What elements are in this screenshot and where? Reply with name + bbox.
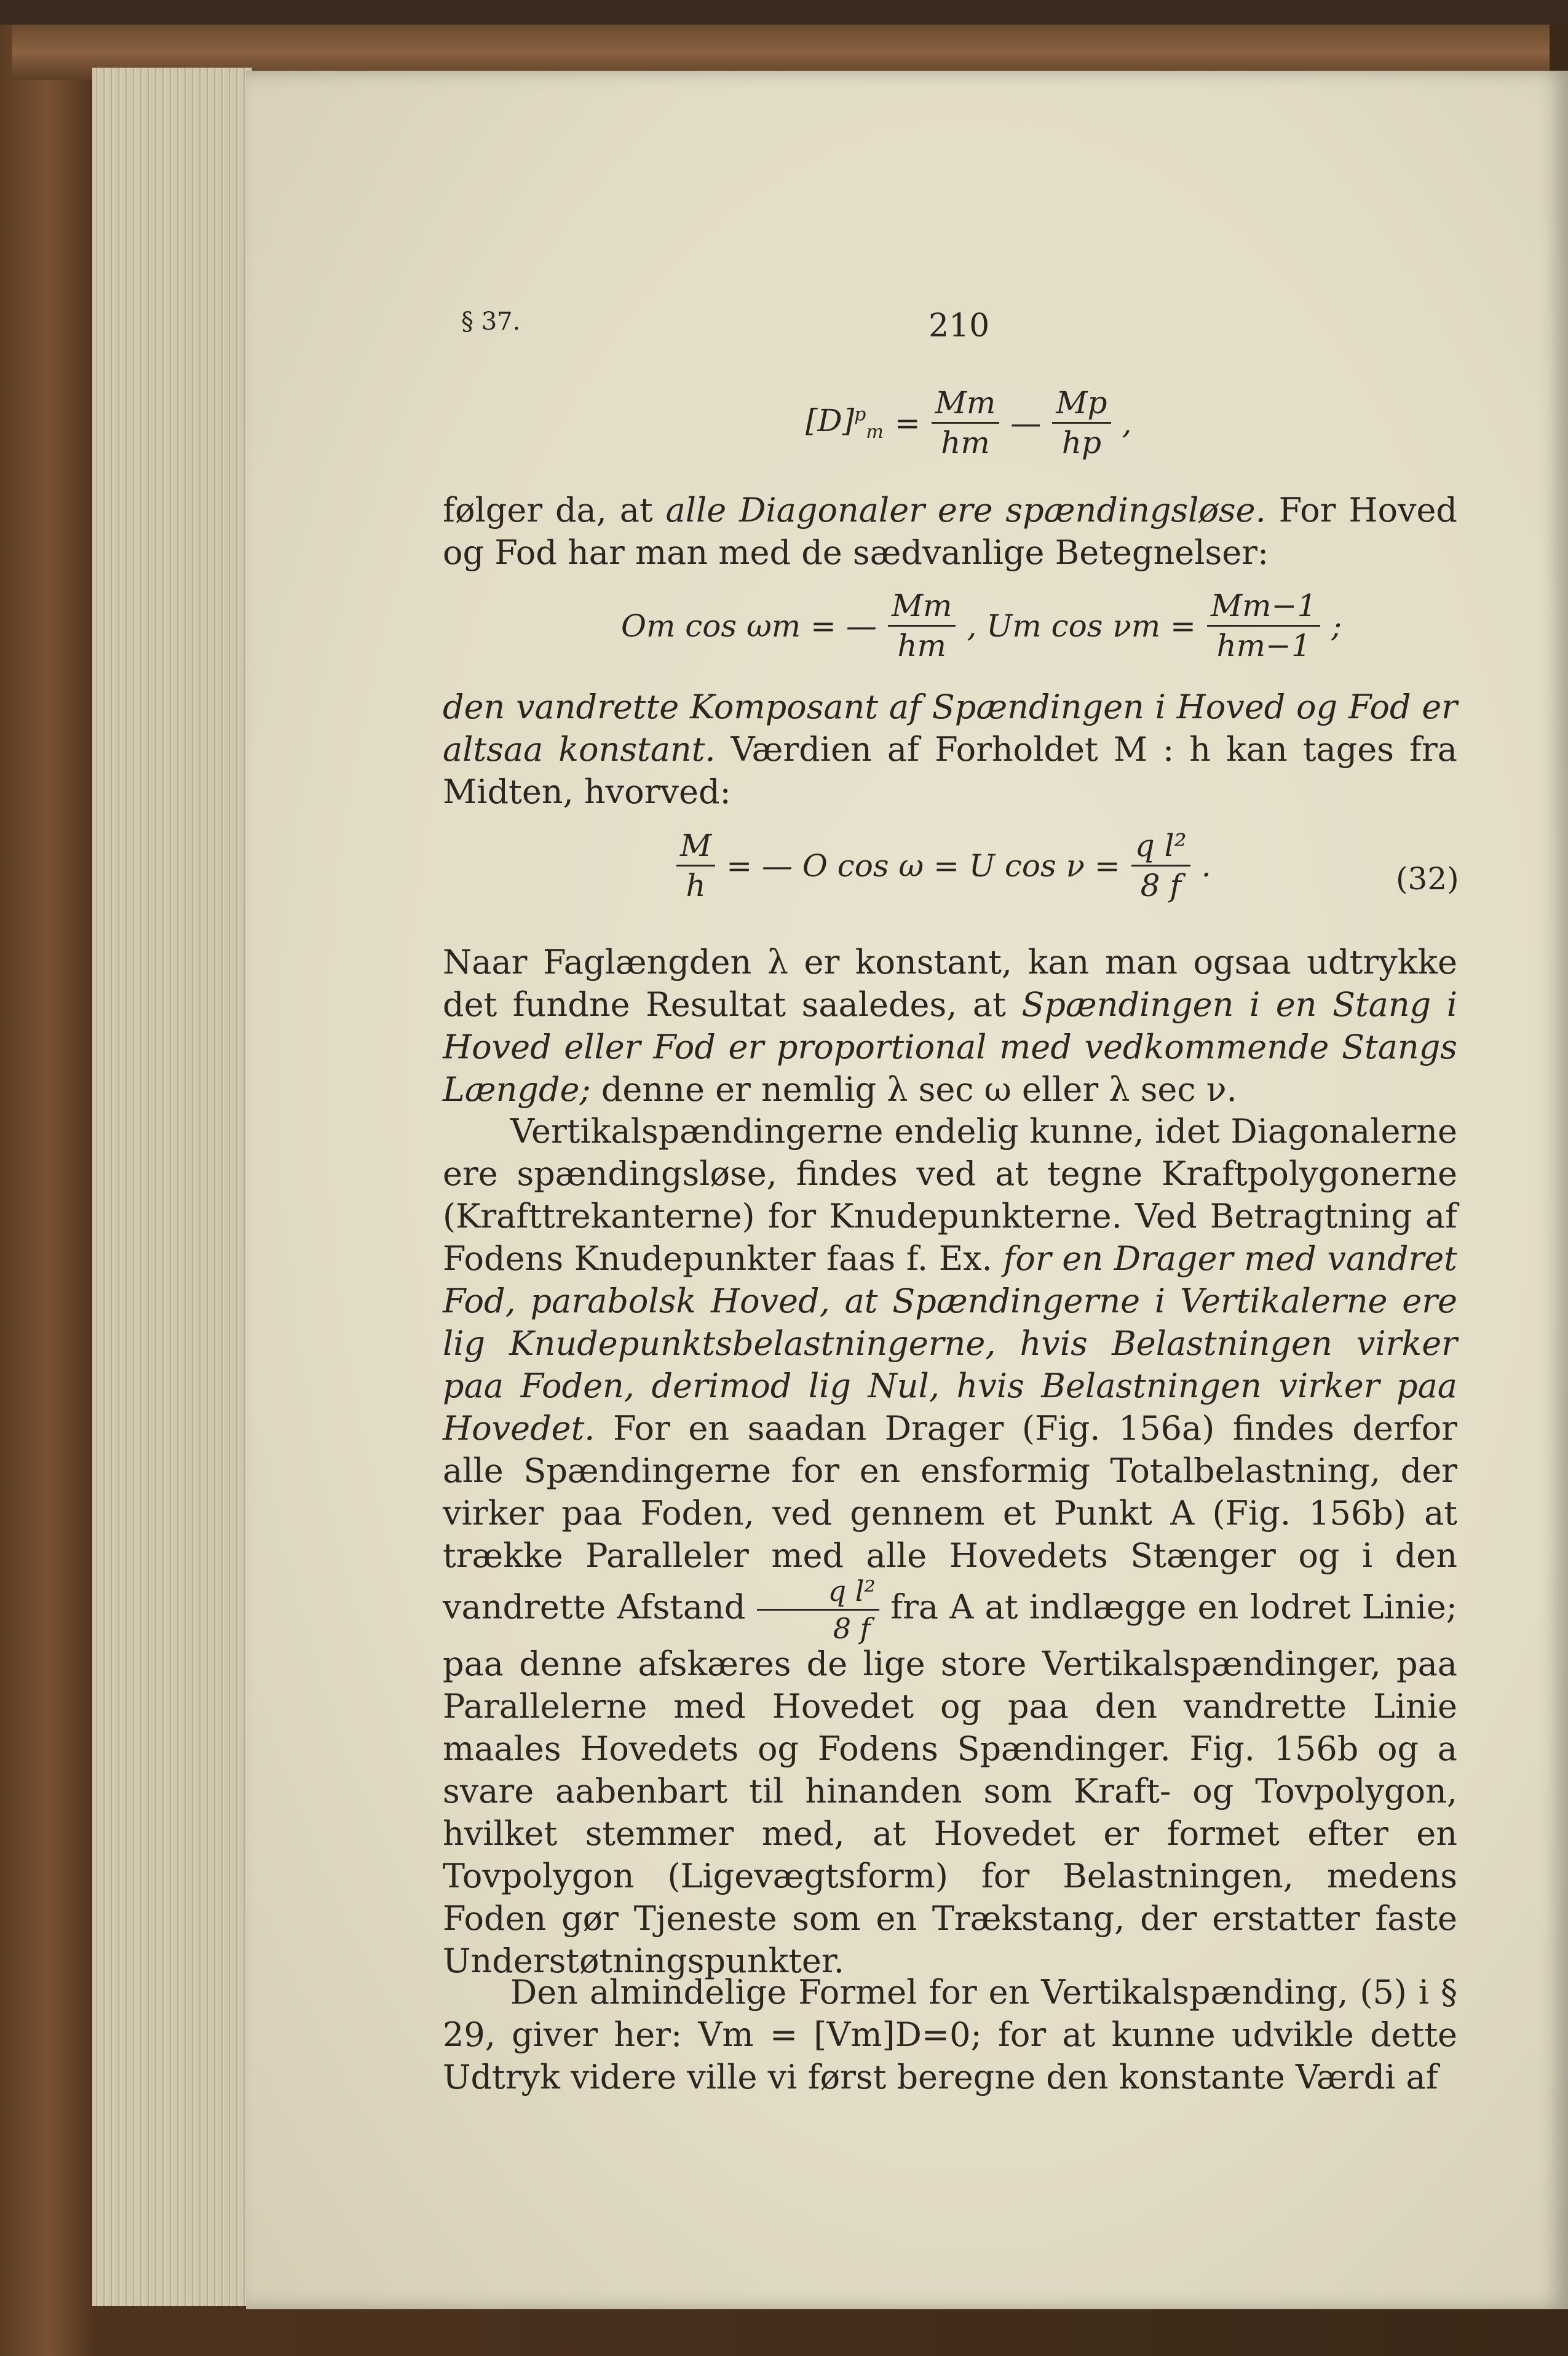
formula-32: $\frac{M}{h}$ = — O cos ω = U cos ν = $\frac{\text{q l²}}{8 f}$ .: [676, 830, 1211, 901]
equation-number: (32): [1396, 861, 1459, 897]
fraction: $\frac{\text{q l²}}{8 f}$: [1131, 830, 1190, 901]
fraction: $\frac{Mp}{hp}$: [1052, 387, 1111, 458]
fraction: $\frac{\text{q l²}}{8 f}$: [757, 1577, 879, 1643]
fraction: $\frac{Mm-1}{hm-1}$: [1207, 590, 1320, 661]
paragraph-4: Vertikalspændingerne endelig kunne, idet Diagonalerne ere spændingsløse, findes ved at tegne Kraftpolygonerne (Krafttrekanterne) for Knudepunkterne. Ved Betragtning af Fodens Knudepunkter faas f. Ex. for en Drager med vandret Fod, parabolsk Hoved, at Spændingerne i Vertikalerne ere lig Knudepunktsbelastningerne, hvis Belastningen virker paa Foden, derimod lig Nul, hvis Belastningen virker paa Hovedet. For en saadan Drager (Fig. 156a) findes derfor alle Spændingerne for en ensformig Totalbelastning, der virker paa Foden, ved gennem et Punkt A (Fig. 156b) at trække Paralleler med alle Hovedets Stænger og i den vandrette Afstand $\frac{\text{q l²}}{8 f}$ fra A at indlægge en lodret Linie; paa denne afskæres de lige store Vertikalspændinger, paa Parallelerne med Hovedet og paa den vandrette Linie maales Hovedets og Fodens Spændinger. Fig. 156b og a svare aabenbart til hinanden som Kraft- og Tovpolygon, hvilket stemmer med, at Hovedet er formet efter en Tovpolygon (Ligevægtsform) for Belastningen, medens Foden gør Tjeneste som en Trækstang, der erstatter faste Understøtningspunkter.: [443, 1112, 1458, 1980]
formula-lhs: $[D]^p_m$: [806, 403, 884, 443]
emphasis: den vandrette Komposant af Spændingen i Hoved og Fod er altsaa konstant.: [443, 688, 1457, 769]
paragraph-5: Den almindelige Formel for en Vertikalspænding, (5) i § 29, giver her: Vm = [Vm]D=0; for at kunne udvikle dette Udtryk videre ville vi først beregne den konstante Værdi af: [443, 1973, 1457, 2096]
section-marker: § 37.: [461, 307, 521, 336]
paragraph-3: Naar Faglængden λ er konstant, kan man ogsaa udtrykke det fundne Resultat saaledes, at Spændingen i en Stang i Hoved eller Fod er proportional med vedkommende Stangs Længde; denne er nemlig λ sec ω eller λ sec ν.: [443, 943, 1458, 1109]
emphasis: alle Diagonaler ere spændingsløse.: [665, 491, 1266, 530]
paragraph-2: den vandrette Komposant af Spændingen i Hoved og Fod er altsaa konstant. Værdien af Forholdet M : h kan tages fra Midten, hvorved:: [443, 688, 1458, 811]
paragraph-1: følger da, at alle Diagonaler ere spændingsløse. For Hoved og Fod har man med de sædvanlige Betegnelser:: [443, 491, 1457, 572]
formula-diagonal: $[D]^p_m$ = $\frac{Mm}{hm}$ — $\frac{Mp}{hp}$ ,: [806, 385, 1132, 461]
page-edges: [92, 68, 252, 2306]
formula-components: Om cos ωm = — $\frac{Mm}{hm}$ , Um cos νm = $\frac{Mm-1}{hm-1}$ ;: [621, 588, 1342, 664]
running-header: [461, 307, 1076, 351]
fraction: $\frac{Mm}{hm}$: [888, 590, 956, 661]
emphasis: Spændingen i en Stang i Hoved eller Fod er proportional med vedkommende Stangs Længde;: [443, 985, 1458, 1109]
fraction: $\frac{Mm}{hm}$: [932, 387, 1000, 458]
page-number: 210: [929, 307, 990, 344]
fraction: $\frac{M}{h}$: [676, 830, 715, 901]
emphasis: for en Drager med vandret Fod, parabolsk Hoved, at Spændingerne i Vertikalerne ere lig Knudepunktsbelastningerne, hvis Belastningen virker paa Foden, derimod lig Nul, hvis Belastningen virker paa Hovedet.: [443, 1239, 1458, 1448]
